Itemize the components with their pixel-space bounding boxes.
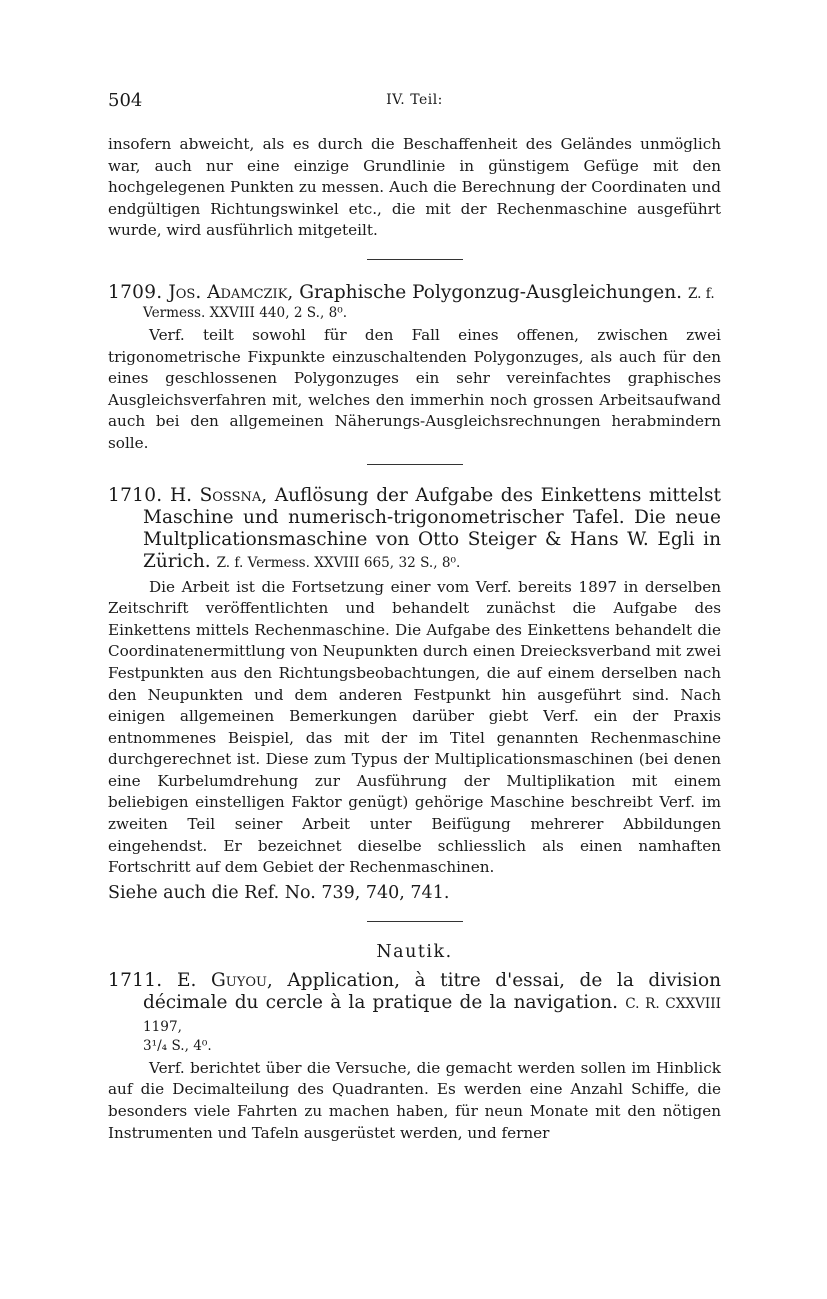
entry-citation: C. R. CXXVIII 1197, [143, 995, 721, 1035]
intro-paragraph: insofern abweicht, als es durch die Beschaffenheit des Geländes unmöglich war, auch nur eine einzige Grundlinie in günstigem Gefüge mit den hochgelegenen Punkten zu messen. Auch die Berechnung der Coordinaten und endgültigen Richtungswinkel etc., die mit der Rechenmaschine ausgeführt wurde, wird ausführlich mitgeteilt. [108, 135, 721, 240]
entry-author: H. Sossna, [170, 484, 268, 506]
separator-rule [367, 259, 463, 260]
entry-citation: Z. f. Vermess. XXVIII 665, 32 S., 8⁰. [216, 554, 461, 571]
see-also-note: Siehe auch die Ref. No. 739, 740, 741. [108, 882, 450, 903]
entry-title: Application, à titre d'essai, de la division décimale du cercle à la pratique de la navigation. [143, 969, 722, 1013]
entry-paragraph: Verf. teilt sowohl für den Fall eines offenen, zwischen zwei trigonometrische Fixpunkte einzuschaltenden Polygonzuges, als auch für den eines geschlossenen Polygonzuges ein sehr vereinfachtes graphisches Ausgleichsverfahren mit, welches den immerhin noch grossen Arbeitsaufwand auch bei den allgemeinen Näherungs-Ausgleichsrechnungen herabmindern solle. [108, 325, 721, 452]
page-number: 504 [108, 90, 143, 111]
entry-heading [108, 970, 721, 1038]
running-head: IV. Teil: [386, 92, 443, 108]
entry-1709 [108, 282, 721, 455]
entry-paragraph: Verf. berichtet über die Versuche, die gemacht werden sollen im Hinblick auf die Decimalteilung des Quadranten. Es werden eine Anzahl Schiffe, die besonders viele Fahrten zu machen haben, für neun Monate mit den nötigen Instrumenten und Tafeln ausgerüstet werden, und ferner [108, 1058, 721, 1142]
page-header [108, 88, 721, 114]
entry-heading [108, 282, 721, 305]
entry-author: E. Guyou, [177, 969, 273, 991]
entry-1711 [108, 970, 721, 1144]
entry-citation: Z. f. [687, 285, 715, 302]
separator-rule [367, 921, 463, 922]
entry-heading [108, 485, 721, 574]
entry-citation-line: Vermess. XXVIII 440, 2 S., 8⁰. [143, 304, 348, 321]
section-title: Nautik. [376, 941, 453, 962]
document-page [108, 88, 721, 1144]
entry-title: Auflösung der Aufgabe des Einkettens mittelst Maschine und numerisch-trigonometrischer Tafel. Die neue Multplicationsmaschine von Otto Steiger & Hans W. Egli in Zürich. [143, 484, 721, 572]
entry-title: Graphische Polygonzug-Ausgleichungen. [299, 281, 683, 303]
entry-paragraph: Die Arbeit ist die Fortsetzung einer vom Verf. bereits 1897 in derselben Zeitschrift veröffentlichten und behandelt zunächst die Aufgabe des Einkettens mittels Rechenmaschine. Die Aufgabe des Einkettens behandelt die Coordinatenermittlung von Neupunkten durch einen Dreiecksverband mit zwei Festpunkten aus den Richtungsbeobachtungen, die auf einem derselben nach den Neupunkten und dem anderen Festpunkt hin ausgeführt sind. Nach einigen allgemeinen Bemerkungen darüber giebt Verf. ein der Praxis entnommenes Beispiel, das mit der im Titel genannten Rechenmaschine durchgerechnet ist. Diese zum Typus der Multiplicationsmaschinen (bei denen eine Kurbelumdrehung zur Ausführung der Multiplikation mit einem beliebigen einstelligen Faktor genügt) gehörige Maschine beschreibt Verf. im zweiten Teil seiner Arbeit unter Beifügung mehrerer Abbildungen eingehendst. Er bezeichnet dieselbe schliesslich als einen namhaften Fortschritt auf dem Gebiet der Rechenmaschinen. [108, 577, 721, 877]
entry-author: Jos. Adamczik, [168, 281, 294, 303]
entry-1710 [108, 485, 721, 879]
entry-number: 1709. [108, 281, 163, 303]
entry-citation-line: 3¹/₄ S., 4⁰. [143, 1037, 212, 1054]
entry-number: 1711. [108, 969, 163, 991]
separator-rule [367, 464, 463, 465]
entry-number: 1710. [108, 484, 163, 506]
